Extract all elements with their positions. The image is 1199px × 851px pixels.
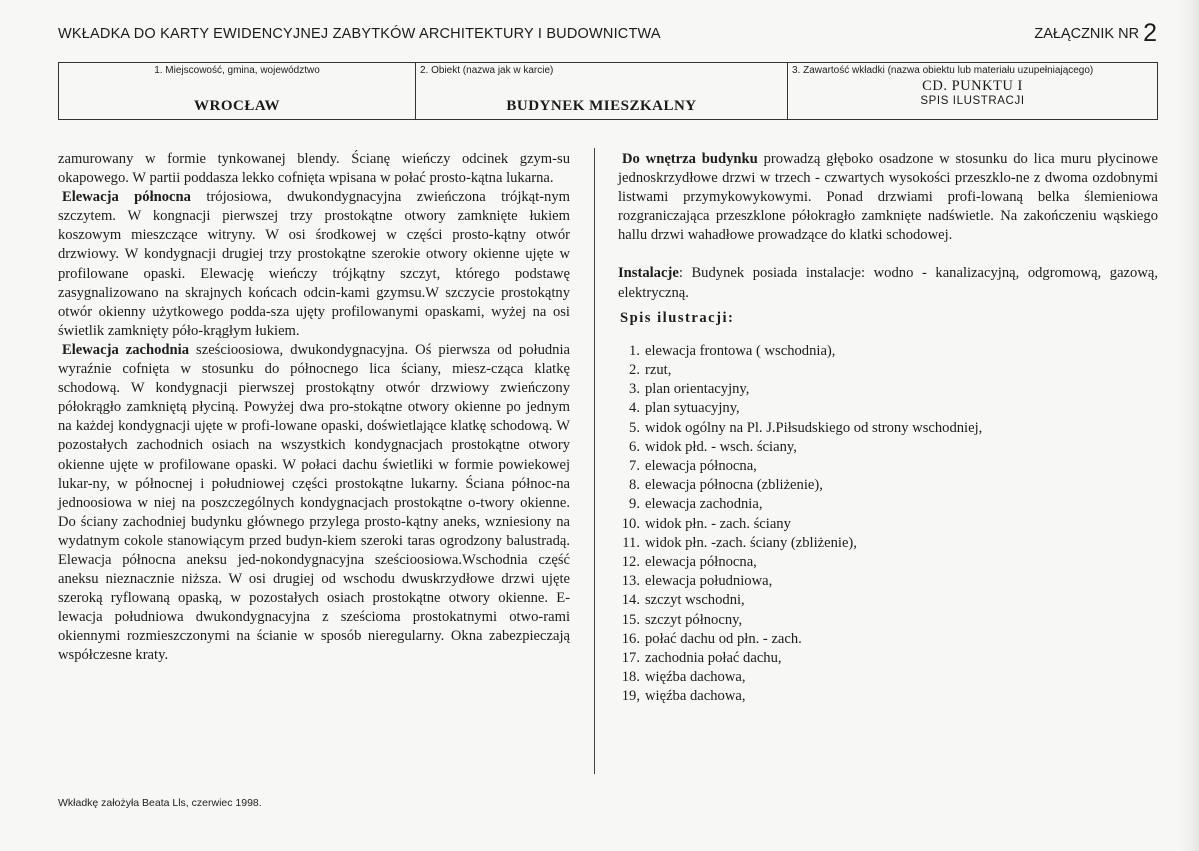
contents-main: CD. PUNKTU I	[922, 78, 1023, 94]
list-item	[618, 495, 1158, 514]
list-item	[618, 534, 1158, 553]
list-item-number: 8.	[629, 477, 640, 494]
object-cell	[416, 63, 788, 119]
contents-value	[788, 79, 1157, 109]
list-item-number: 10.	[621, 515, 640, 532]
list-item-number: 1.	[629, 342, 640, 359]
right-column	[618, 150, 1158, 707]
list-item	[618, 630, 1158, 649]
list-item-number: 15.	[621, 611, 640, 628]
heading-installations: Instalacje	[618, 265, 679, 282]
info-table	[58, 62, 1158, 120]
list-item	[618, 342, 1158, 361]
annex-label	[1034, 16, 1157, 45]
contents-label: 3. Zawartość wkładki (nazwa obiektu lub materiału uzupełniającego)	[792, 65, 1094, 76]
list-item-number: 6.	[629, 438, 640, 455]
list-item	[618, 572, 1158, 591]
document-title: WKŁADKA DO KARTY EWIDENCYJNEJ ZABYTKÓW ARCHITEKTURY I BUDOWNICTWA	[58, 26, 661, 42]
contents-sub: SPIS ILUSTRACJI	[920, 95, 1025, 107]
heading-interior: Do wnętrza budynku	[622, 151, 758, 167]
illustrations-list	[618, 342, 1158, 707]
list-item-number: 13.	[621, 573, 640, 590]
list-item-number: 9.	[629, 496, 640, 513]
list-item-text: widok płn. - zach. ściany	[645, 515, 791, 532]
list-item-text: połać dachu od płn. - zach.	[645, 630, 802, 647]
list-item	[618, 419, 1158, 438]
location-label: 1. Miejscowość, gmina, województwo	[154, 65, 320, 76]
paragraph-north-elevation	[58, 188, 570, 341]
text-west-elevation: sześcioosiowa, dwukondygnacyjna. Oś pierwsza od południa wyraźnie cofnięta w stosunku do północnego lica ściany, miesz-cząca klatkę schodową. W kondygnacji pierwszej prostokątny otwór drzwiowy zwieńczony półokrągło zamkniętą płyciną. Powyżej dwa pro-stokątne otwory okienne po jednym na każdej kondygnacji ujęte w profi-lowane opaski, doświetlające klatkę schodową. W pozostałych zachodnich osiach na wszystkich kondygnacjach prostokątne otwory okienne ujęte w profilowane opaski. W połaci dachu świetliki w formie powiekowej lukar-ny, w północnej i południowej części prostokątne lukarny. Ściana północ-na jednoosiowa w niej na poszczególnych kondygnacjach prostokątne o-twory okienne. Do ściany zachodniej budynku głównego przylega prosto-kątny aneks, wzniesiony na wydatnym cokole stanowiącym przed budyn-kiem szeroki taras ogrodzony balustradą. Elewacja północna aneksu jed-nokondygnacyjna sześcioosiowa.Wschodnia część aneksu nieznacznie niższa. W osi drugiej od wschodu dwuskrzydłowe drzwi ujęte szeroką ryflowaną opaską, w pozostałych osiach prostokątne otwory okienne. E-lewacja południowa dwukondygnacyjna z sześcioma prostokatnymi otwo-rami okiennymi rozmieszczonymi na ścianie w sposób nieregularny. Okna zabezpieczają współczesne kraty.	[58, 341, 570, 664]
location-value: WROCŁAW	[193, 98, 280, 114]
list-item-number: 4.	[629, 400, 640, 417]
paragraph-west-elevation	[58, 341, 570, 666]
heading-west-elevation: Elewacja zachodnia	[62, 341, 190, 358]
text-interior: prowadzą głęboko osadzone w stosunku do lica muru płycinowe jednoskrzydłowe drzwi w trzech - czwartych wysokości przeszklo-ne z dwoma ozdobnymi listwami przymykowykowymi. Ponad drzwiami profi-lowaną belka ślemieniowa rozgraniczająca przeszklone półokragło zamknięte nadświetle. Na zakończeniu wąskiego hallu drzwi wahadłowe prowadzące do klatki schodowej.	[618, 151, 1158, 244]
list-item-number: 2.	[629, 361, 640, 378]
object-label: 2. Obiekt (nazwa jak w karcie)	[420, 65, 554, 76]
list-item	[618, 399, 1158, 418]
list-item-text: elewacja południowa,	[645, 573, 773, 590]
list-item	[618, 457, 1158, 476]
list-item-text: elewacja zachodnia,	[645, 496, 763, 513]
contents-cell	[788, 63, 1157, 119]
list-item	[618, 361, 1158, 380]
list-item-number: 3.	[629, 381, 640, 398]
list-item-text: zachodnia połać dachu,	[645, 650, 782, 666]
list-item-number: 19,	[621, 688, 640, 705]
paragraph-installations	[618, 264, 1158, 302]
list-item-text: elewacja północna (zbliżenie),	[645, 477, 823, 494]
list-item-text: plan sytuacyjny,	[645, 400, 740, 417]
list-item-number: 12.	[621, 553, 640, 570]
list-item	[618, 687, 1158, 706]
list-item-text: rzut,	[645, 361, 672, 378]
list-item-text: elewacja frontowa ( wschodnia),	[645, 342, 836, 359]
list-item-number: 14.	[621, 592, 640, 609]
list-item-number: 11.	[622, 534, 640, 551]
object-value: BUDYNEK MIESZKALNY	[506, 98, 697, 114]
list-item-text: szczyt wschodni,	[645, 592, 745, 609]
list-item	[618, 553, 1158, 572]
list-item	[618, 515, 1158, 534]
list-item-text: widok ogólny na Pl. J.Piłsudskiego od strony wschodniej,	[645, 419, 983, 436]
list-item-text: więźba dachowa,	[645, 669, 746, 686]
list-item-number: 7.	[629, 457, 640, 474]
list-item-text: więźba dachowa,	[645, 688, 746, 705]
left-column	[58, 150, 570, 666]
annex-text: ZAŁĄCZNIK NR	[1034, 26, 1140, 42]
heading-north-elevation: Elewacja północna	[62, 189, 191, 206]
location-cell	[59, 63, 416, 119]
list-item	[618, 438, 1158, 457]
list-item	[618, 611, 1158, 630]
column-divider	[594, 148, 595, 774]
list-item-text: plan orientacyjny,	[645, 381, 750, 398]
list-item-text: widok płd. - wsch. ściany,	[645, 438, 797, 455]
list-item-number: 16.	[621, 630, 640, 647]
illustrations-heading: Spis ilustracji:	[620, 309, 735, 326]
list-item-text: elewacja północna,	[645, 457, 757, 474]
list-item-number: 17.	[621, 650, 640, 666]
paragraph-interior	[618, 150, 1158, 245]
list-item-text: widok płn. -zach. ściany (zbliżenie),	[645, 534, 857, 551]
footer-note: Wkładkę założyła Beata Lls, czerwiec 1998.	[58, 797, 262, 809]
list-item-text: szczyt północny,	[645, 611, 743, 628]
list-item	[618, 668, 1158, 687]
list-item-text: elewacja północna,	[645, 553, 757, 570]
list-item	[618, 649, 1158, 668]
annex-number: 2	[1143, 19, 1157, 47]
list-item-number: 18.	[621, 669, 640, 686]
list-item-number: 5.	[629, 419, 640, 436]
list-item	[618, 591, 1158, 610]
list-item	[618, 476, 1158, 495]
list-item	[618, 380, 1158, 399]
text-north-elevation: trójosiowa, dwukondygnacyjna zwieńczona trójkąt-nym szczytem. W kongnacji pierwszej trzy prostokątne otwory zamknięte łukiem koszowym mieszczące witryny. W osi środkowej w części prosto-kątny otwór drzwiowy. W kondygnacji drugiej trzy prostokątne szerokie otwory okienne ujęte w profilowane opaski. Elewację wieńczy trójkątny szczyt, którego podstawę zasygnalizowano na skrajnych końcach odcin-kami gzymsu.W szczycie prostokątny otwór okienny użytkowego podda-sza ujęty profilowanymi opaskami, wyżej na osi świetlik zamknięty póło-krągłym łukiem.	[58, 189, 571, 339]
text-installations: : Budynek posiada instalacje: wodno - kanalizacyjną, odgromową, gazową, elektryczną.	[618, 265, 1158, 301]
paragraph-continuation: zamurowany w formie tynkowanej blendy. Ścianę wieńczy odcinek gzym-su okapowego. W partii poddasza lekko cofnięta wpisana w połać prosto-kątna lukarna.	[58, 151, 570, 187]
